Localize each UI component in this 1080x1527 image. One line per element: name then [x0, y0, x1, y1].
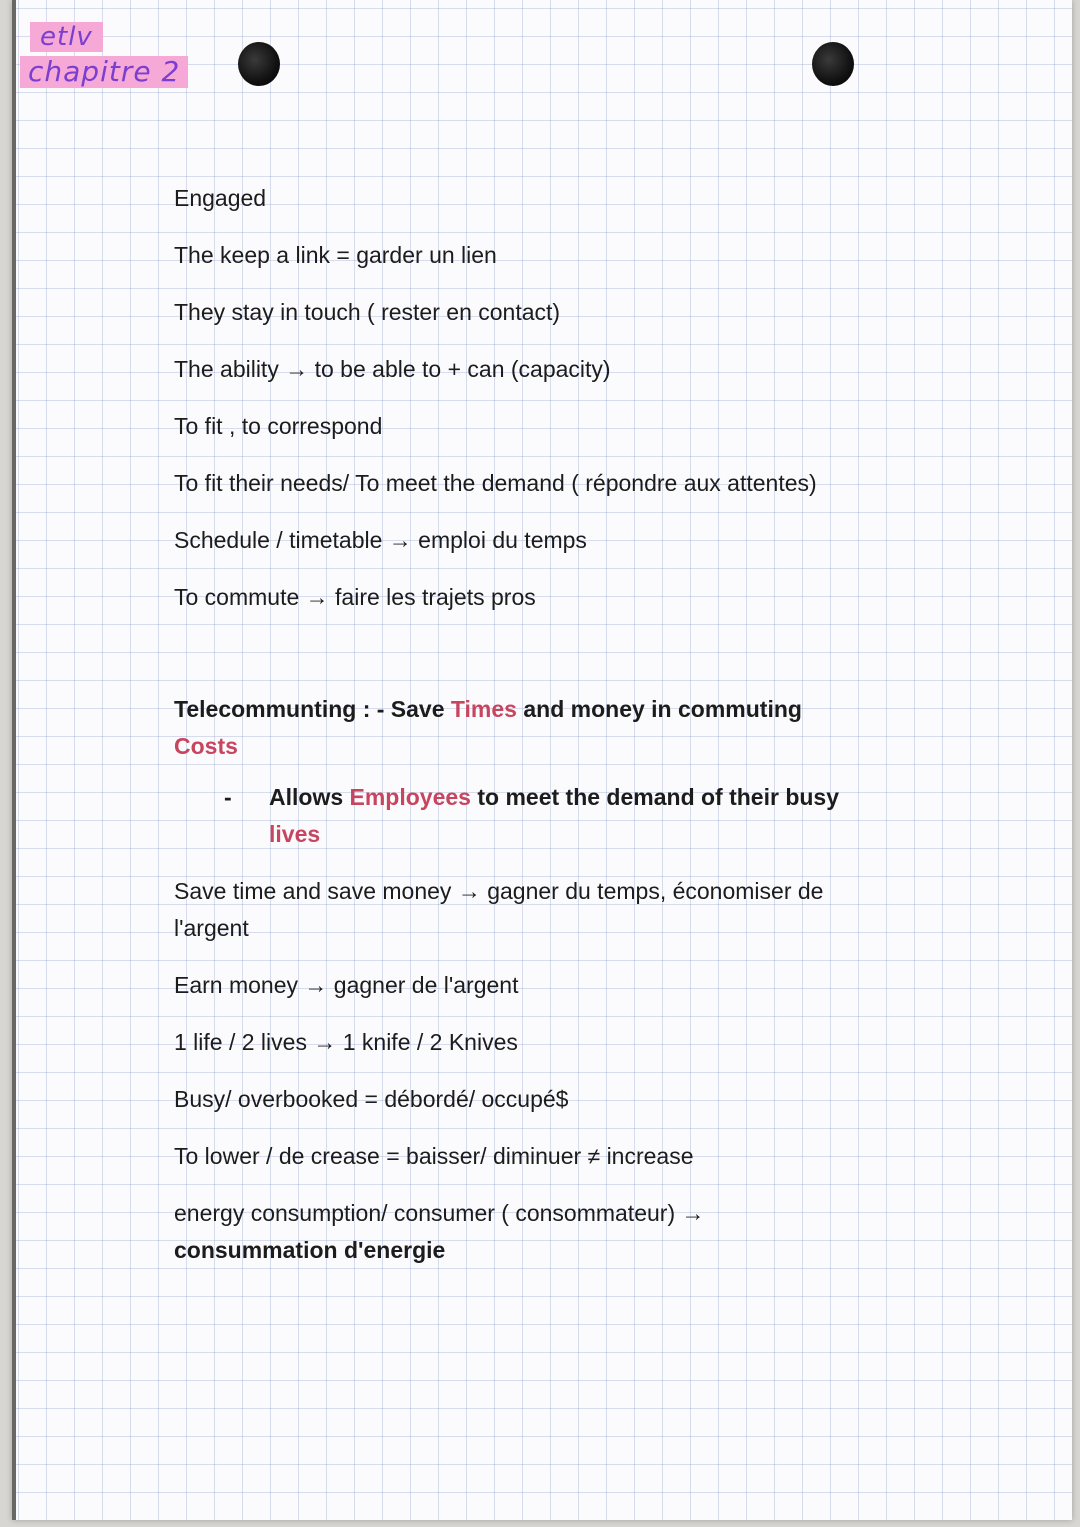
page-edge	[12, 0, 16, 1520]
punch-hole	[238, 42, 280, 86]
vocab-line: Schedule / timetable → emploi du temps	[174, 527, 587, 553]
energy-text: energy consumption/ consumer ( consommateur) →	[174, 1200, 705, 1226]
highlight-word: Times	[450, 696, 517, 722]
highlight-word: Employees	[349, 784, 471, 810]
vocab-line: To fit , to correspond	[174, 413, 383, 439]
vocab-line: Earn money → gagner de l'argent	[174, 972, 519, 998]
telecommuting-point-2	[174, 779, 894, 853]
punch-hole	[812, 42, 854, 86]
vocab-line: To lower / de crease = baisser/ diminuer ≠ increase	[174, 1143, 694, 1169]
notebook-page	[12, 0, 1072, 1520]
subject-tag: etlv	[30, 22, 103, 52]
vocab-line: To fit their needs/ To meet the demand ( répondre aux attentes)	[174, 470, 817, 496]
highlight-word: lives	[269, 821, 321, 847]
vocab-line: Engaged	[174, 185, 267, 211]
point-text: and money in commuting	[516, 696, 802, 722]
notes-body	[174, 180, 894, 1269]
point-text: - Save	[376, 696, 451, 722]
subject-label	[20, 22, 188, 88]
energy-line	[174, 1195, 894, 1269]
vocab-line: The keep a link = garder un lien	[174, 242, 497, 268]
vocab-line: Busy/ overbooked = débordé/ occupé$	[174, 1086, 569, 1112]
point-text: Allows	[269, 784, 350, 810]
telecommuting-point-1	[174, 691, 894, 765]
vocab-line: The ability → to be able to + can (capacity)	[174, 356, 611, 382]
point-text: to meet the demand of their busy	[470, 784, 840, 810]
vocab-line: They stay in touch ( rester en contact)	[174, 299, 561, 325]
chapter-label: chapitre 2	[20, 56, 188, 88]
energy-translation: consummation d'energie	[174, 1237, 446, 1263]
vocab-line: 1 life / 2 lives → 1 knife / 2 Knives	[174, 1029, 518, 1055]
vocab-line: Save time and save money → gagner du temps, économiser de l'argent	[174, 878, 824, 941]
highlight-word: Costs	[174, 733, 238, 759]
bullet-dash: -	[224, 784, 232, 810]
vocab-line: To commute → faire les trajets pros	[174, 584, 536, 610]
telecommuting-label: Telecommunting :	[174, 696, 371, 722]
